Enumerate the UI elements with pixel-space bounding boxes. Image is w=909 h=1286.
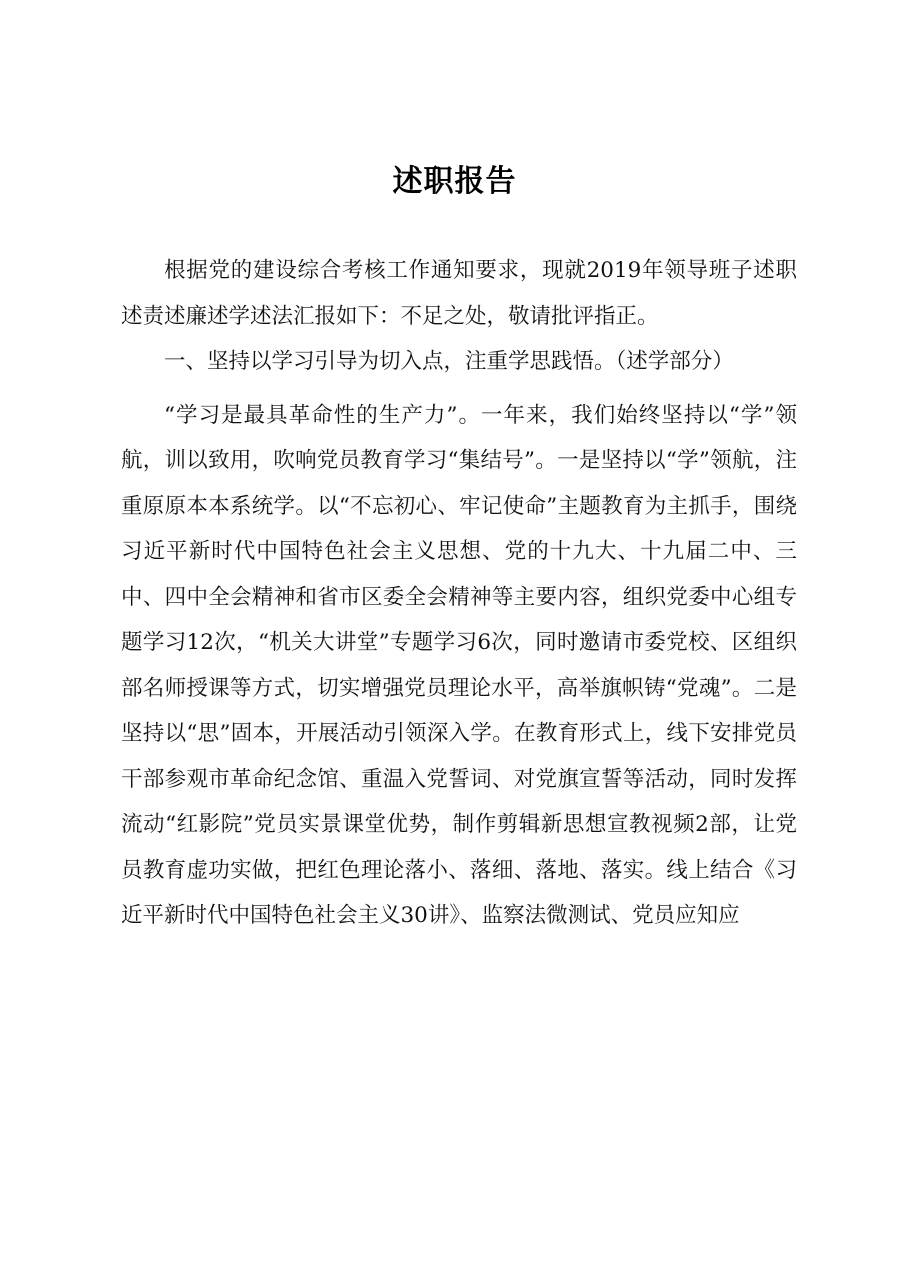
document-body: [121, 248, 797, 939]
intro-paragraph: 根据党的建设综合考核工作通知要求，现就2019年领导班子述职述责述廉述学述法汇报如下：不足之处，敬请批评指正。: [121, 258, 797, 329]
section-heading-paragraph: 一、坚持以学习引导为切入点，注重学思践悟。（述学部分）: [164, 349, 734, 374]
document-title: 述职报告: [392, 164, 517, 199]
study-section-paragraph: “学习是最具革命性的生产力”。一年来，我们始终坚持以“学”领航，训以致用，吹响党员教育学习“集结号”。一是坚持以“学”领航，注重原原本本系统学。以“不忘初心、牢记使命”主题教育为主抓手，围绕习近平新时代中国特色社会主义思想、党的十九大、十九届二中、三中、四中全会精神和省市区委全会精神等主要内容，组织党委中心组专题学习12次，“机关大讲堂”专题学习6次，同时邀请市委党校、区组织部名师授课等方式，切实增强党员理论水平，高举旗帜铸“党魂”。二是坚持以“思”固本，开展活动引领深入学。在教育形式上，线下安排党员干部参观市革命纪念馆、重温入党誓词、对党旗宣誓等活动，同时发挥流动“红影院”党员实景课堂优势，制作剪辑新思想宣教视频2部，让党员教育虚功实做，把红色理论落小、落细、落地、落实。线上结合《习近平新时代中国特色社会主义30讲》、监察法微测试、党员应知应: [121, 402, 797, 928]
